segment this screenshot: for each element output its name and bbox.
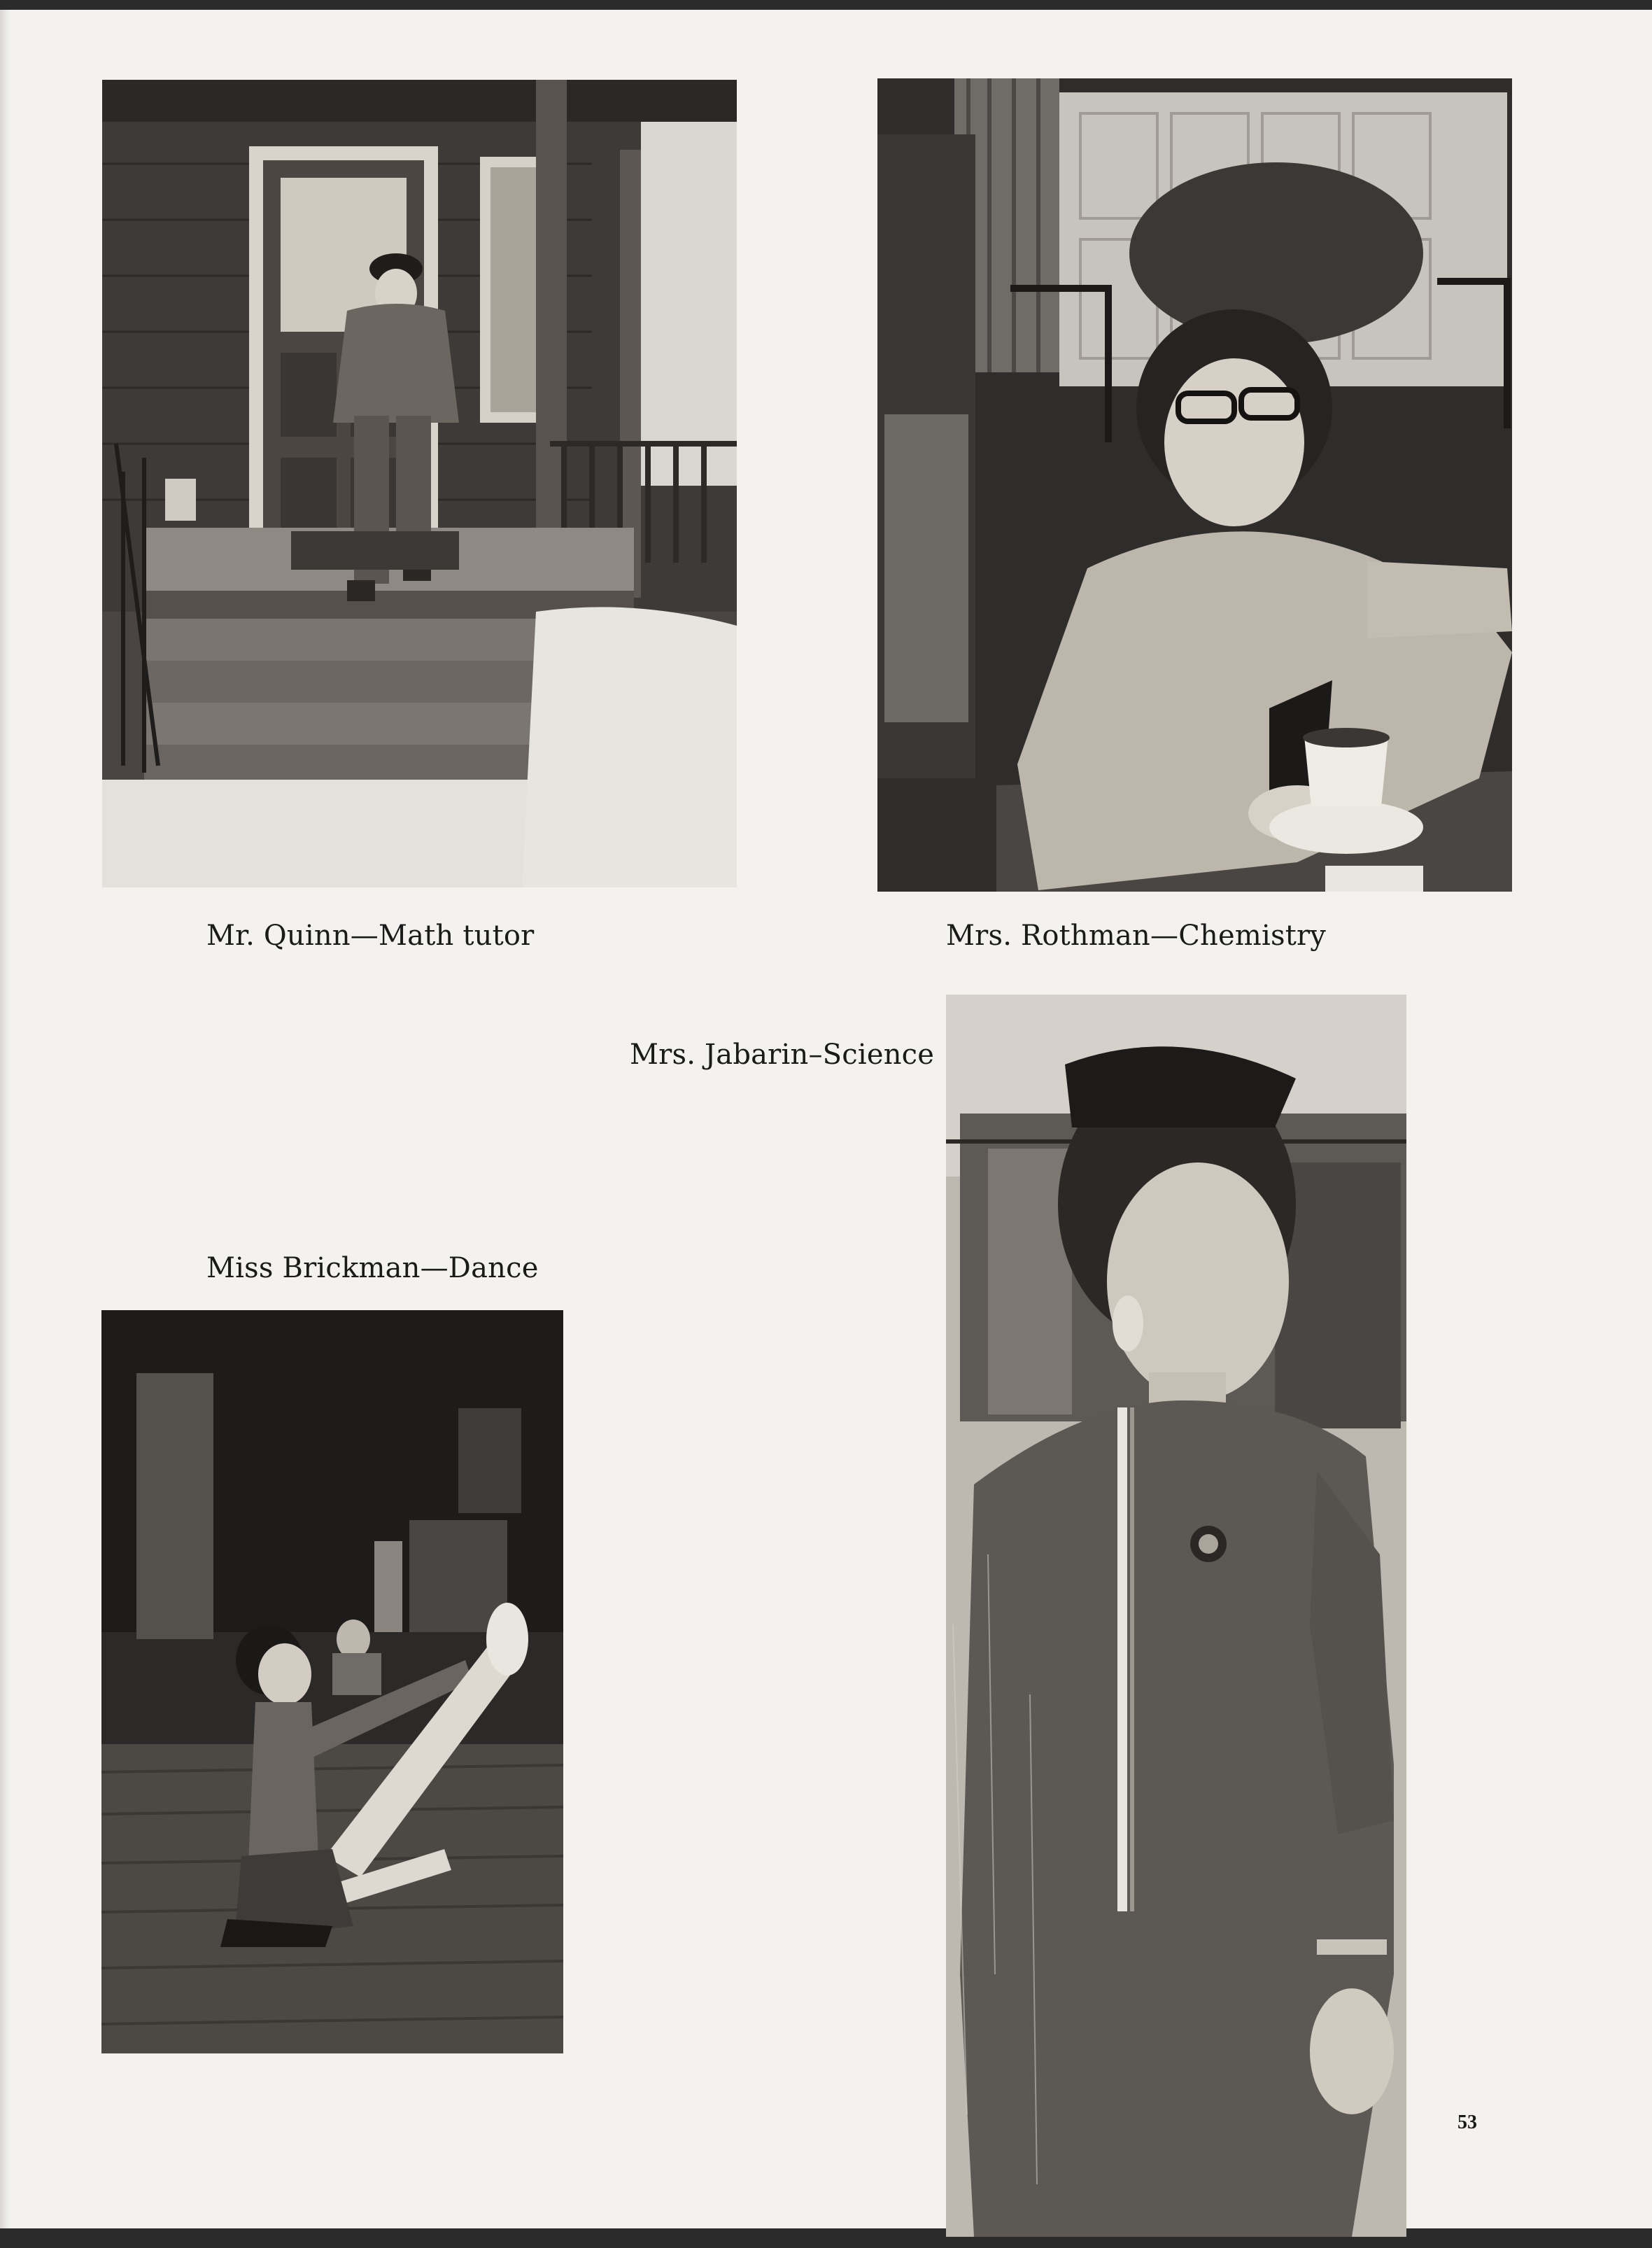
photo-jabarin-portrait [946, 995, 1406, 2237]
page-number: 53 [1457, 2112, 1477, 2133]
scan-top-edge [0, 0, 1652, 10]
caption-jabarin: Mrs. Jabarin–Science [630, 1039, 935, 1071]
caption-quinn: Mr. Quinn—Math tutor [206, 920, 535, 952]
page-binding-gutter [0, 10, 10, 2228]
caption-brickman: Miss Brickman—Dance [206, 1252, 539, 1284]
photo-quinn-porch [102, 80, 737, 887]
photo-brickman-dance [101, 1310, 563, 2053]
photo-rothman-tea [877, 78, 1512, 892]
caption-rothman: Mrs. Rothman—Chemistry [946, 920, 1327, 952]
